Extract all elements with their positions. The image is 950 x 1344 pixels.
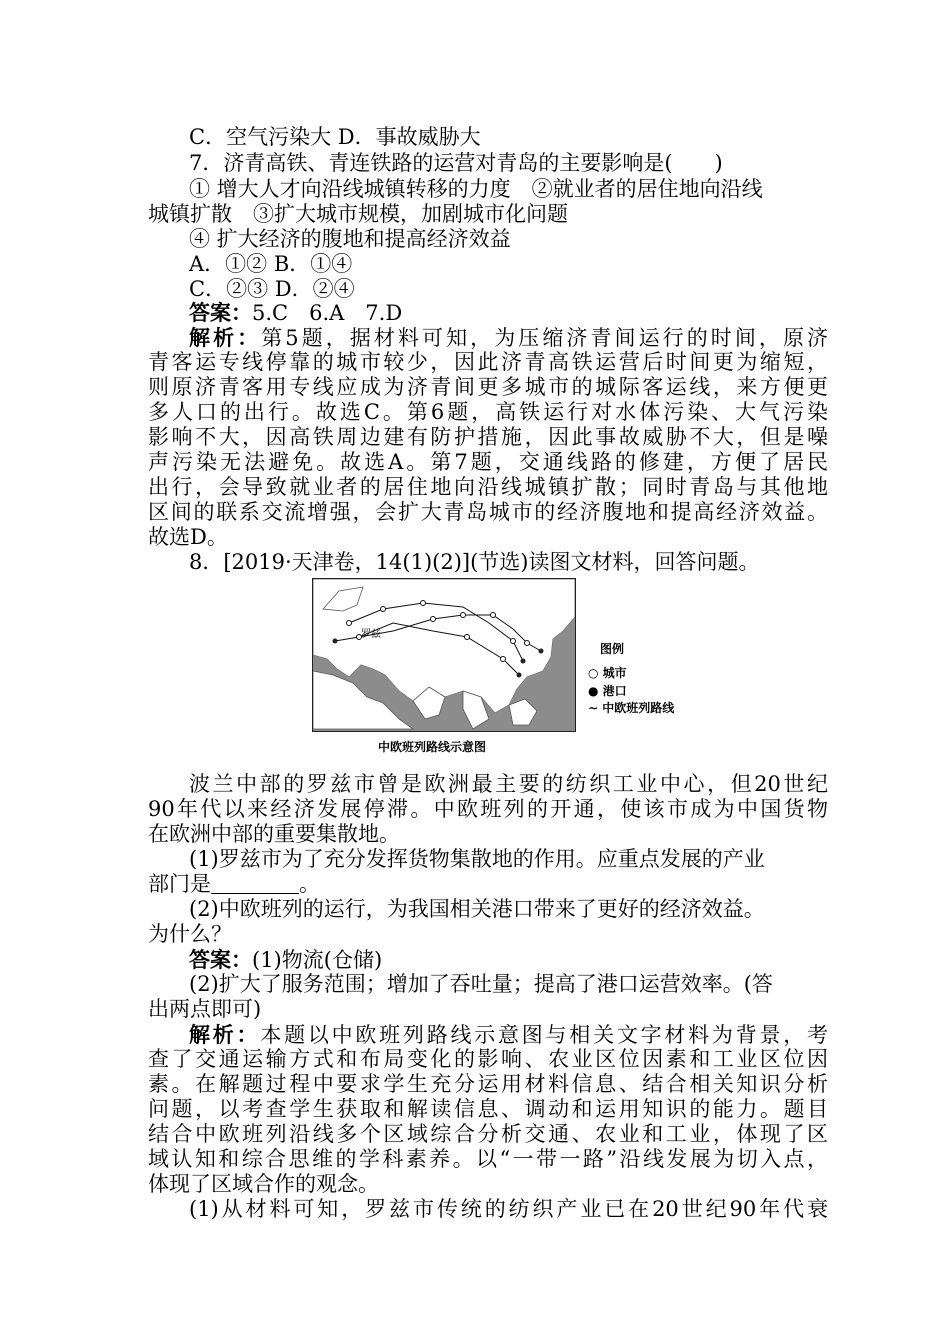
route-line-icon: ∼ [588, 701, 603, 715]
q6-options-cd: C．空气污染大 D．事故威胁大 [189, 125, 481, 149]
answer-block-1 [189, 299, 869, 327]
analysis-1-line: 多人口的出行。故选C。第6题，高铁运行对水体污染、大气污染 [148, 400, 828, 424]
legend-port: ● 港口 [588, 684, 627, 698]
analysis-1-last-line: 故选D。 [148, 525, 228, 549]
answer-label: 答案： [189, 300, 252, 325]
q7-options-ab: A．①② B．①④ [189, 252, 353, 276]
analysis-label: 解析： [189, 325, 262, 350]
analysis-1-line: 出行，会导致就业者的居住地向沿线城镇扩散；同时青岛与其他地 [148, 475, 828, 499]
analysis-2-last-line: 体现了区域合作的观念。 [148, 1172, 379, 1196]
material-line: 90年代以来经济发展停滞。中欧班列的开通，使该市成为中国货物 [148, 797, 828, 821]
analysis-2-line: 问题，以考查学生获取和解读信息、调动和运用知识的能力。题目 [148, 1097, 828, 1121]
q7-stem: 7．济青高铁、青连铁路的运营对青岛的主要影响是( ) [189, 151, 723, 175]
legend-city: ○ 城市 [588, 666, 627, 680]
city-symbol-icon: ○ [588, 666, 603, 680]
q7-item1-line2: 城镇扩散 ③扩大城市规模，加剧城市化问题 [148, 202, 568, 226]
answer-text: 5.C 6.A 7.D [252, 301, 403, 325]
legend-route: ∼ 中欧班列路线 [588, 701, 675, 715]
material-line: 在欧洲中部的重要集散地。 [148, 822, 400, 846]
map-city-label: 罗兹 [361, 629, 381, 640]
analysis-label: 解析： [189, 1022, 261, 1047]
route-map-graphic [313, 579, 575, 731]
analysis-1-line: 青客运专线停靠的城市较少，因此济青高铁运营后时间更为缩短， [148, 350, 828, 374]
analysis-1-first-line [189, 324, 828, 352]
analysis-1-line: 影响不大，因高铁周边建有防护措施，因此事故威胁不大，但是噪 [148, 425, 828, 449]
q8-sub1-line1: (1)罗兹市为了充分发挥货物集散地的作用。应重点发展的产业 [189, 847, 765, 871]
analysis-1-line: 区间的联系交流增强，会扩大青岛城市的经济腹地和提高经济效益。 [148, 500, 828, 524]
port-symbol-icon: ● [588, 684, 603, 698]
map-caption: 中欧班列路线示意图 [378, 740, 487, 754]
q7-options-cd: C．②③ D．②④ [189, 277, 355, 301]
answer-text: (1)物流(仓储) [252, 948, 383, 972]
legend-title: 图例 [600, 642, 625, 656]
analysis-text: 本题以中欧班列路线示意图与相关文字材料为背景，考 [260, 1023, 829, 1047]
answer-blank[interactable] [211, 873, 299, 894]
q8-sub2-line2: 为什么？ [148, 922, 232, 946]
analysis-2-line: 域认知和综合思维的学科素养。以“一带一路”沿线发展为切入点， [148, 1147, 828, 1171]
answer-2-line: (2)扩大了服务范围；增加了吞吐量；提高了港口运营效率。(答 [189, 972, 773, 996]
q8-sub1-line2: 部门是 。 [148, 872, 320, 896]
route-map [312, 578, 576, 732]
material-line: 波兰中部的罗兹市曾是欧洲最主要的纺织工业中心，但20世纪 [189, 772, 828, 796]
analysis-1-line: 则原济青客用专线应成为济青间更多城市的城际客运线，来方便更 [148, 375, 828, 399]
analysis-2-next-line: (1)从材料可知，罗兹市传统的纺织产业已在20世纪90年代衰 [189, 1197, 828, 1221]
analysis-1-line: 声污染无法避免。故选A。第7题，交通线路的修建，方便了居民 [148, 450, 828, 474]
analysis-2-line: 查了交通运输方式和布局变化的影响、农业区位因素和工业区位因 [148, 1047, 828, 1071]
q8-stem: 8．[2019·天津卷，14(1)(2)](节选)读图文材料，回答问题。 [189, 550, 760, 574]
analysis-2-first-line [189, 1021, 828, 1049]
answer-block-2 [189, 946, 869, 974]
analysis-2-line: 结合中欧班列沿线多个区域综合分析交通、农业和工业，体现了区 [148, 1122, 828, 1146]
q7-item4: ④ 扩大经济的腹地和提高经济效益 [189, 227, 511, 251]
analysis-2-line: 素。在解题过程中要求学生充分运用材料信息、结合相关知识分析 [148, 1072, 828, 1096]
answer-2-line: 出两点即可) [148, 997, 262, 1021]
answer-label: 答案： [189, 947, 252, 972]
analysis-text: 第5题，据材料可知，为压缩济青间运行的时间，原济 [261, 326, 829, 350]
q8-sub2-line1: (2)中欧班列的运行，为我国相关港口带来了更好的经济效益。 [189, 897, 765, 921]
q7-item1-line1: ① 增大人才向沿线城镇转移的力度 ②就业者的居住地向沿线 [189, 177, 763, 201]
